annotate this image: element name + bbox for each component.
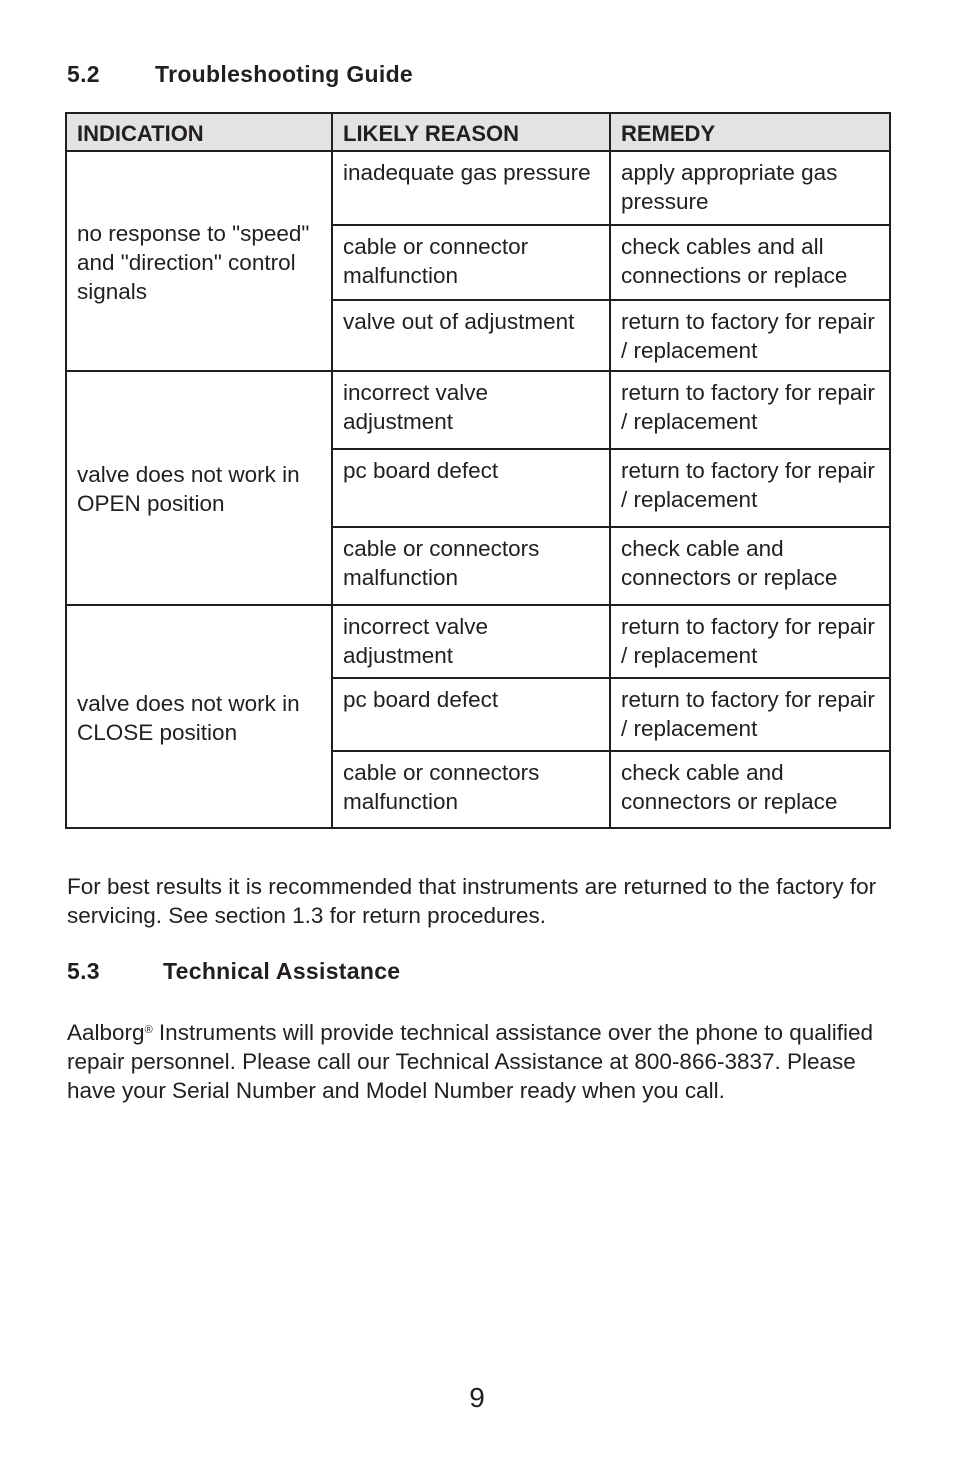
table-header-row [66, 113, 890, 151]
table-row [66, 151, 890, 225]
reason-cell: cable or connector malfunction [332, 225, 610, 300]
troubleshooting-table [65, 112, 891, 829]
brand-name: Aalborg [67, 1020, 145, 1045]
reason-cell: valve out of adjustment [332, 300, 610, 371]
section-heading-5-2 [67, 61, 413, 88]
registered-mark: ® [144, 1024, 153, 1036]
reason-cell: incorrect valve adjustment [332, 371, 610, 449]
remedy-cell: apply appropriate gas pressure [610, 151, 890, 225]
remedy-cell: check cable and connectors or replace [610, 751, 890, 828]
reason-cell: cable or connectors malfunction [332, 527, 610, 605]
remedy-cell: return to factory for repair / replacement [610, 678, 890, 751]
reason-cell: pc board defect [332, 678, 610, 751]
section-heading-5-3 [67, 958, 400, 985]
remedy-cell: return to factory for repair / replacement [610, 371, 890, 449]
table-row [66, 605, 890, 678]
indication-cell: no response to "speed" and "direction" control signals [66, 151, 332, 371]
remedy-cell: check cable and connectors or replace [610, 527, 890, 605]
reason-cell: cable or connectors malfunction [332, 751, 610, 828]
table-row [66, 371, 890, 449]
section-title: Troubleshooting Guide [155, 61, 414, 87]
recommendation-paragraph: For best results it is recommended that instruments are returned to the factory for servicing. See section 1.3 for return procedures. [67, 874, 877, 928]
indication-cell: valve does not work in OPEN position [66, 371, 332, 605]
section-title: Technical Assistance [163, 958, 401, 984]
header-indication: INDICATION [66, 113, 332, 151]
remedy-cell: return to factory for repair / replacement [610, 449, 890, 527]
reason-cell: pc board defect [332, 449, 610, 527]
remedy-cell: check cables and all connections or replace [610, 225, 890, 300]
header-likely-reason: LIKELY REASON [332, 113, 610, 151]
section-number: 5.2 [67, 61, 100, 87]
assistance-text: Instruments will provide technical assistance over the phone to qualified repair personnel. Please call our Technical Assistance at 800-866-3837. Please have your Serial Number and Model Number ready when you call. [67, 1020, 874, 1103]
reason-cell: incorrect valve adjustment [332, 605, 610, 678]
section-number: 5.3 [67, 958, 100, 984]
page-number: 9 [469, 1382, 485, 1413]
technical-assistance-paragraph [67, 1016, 897, 1105]
indication-cell: valve does not work in CLOSE position [66, 605, 332, 828]
header-remedy: REMEDY [610, 113, 890, 151]
remedy-cell: return to factory for repair / replacement [610, 300, 890, 371]
remedy-cell: return to factory for repair / replacement [610, 605, 890, 678]
reason-cell: inadequate gas pressure [332, 151, 610, 225]
